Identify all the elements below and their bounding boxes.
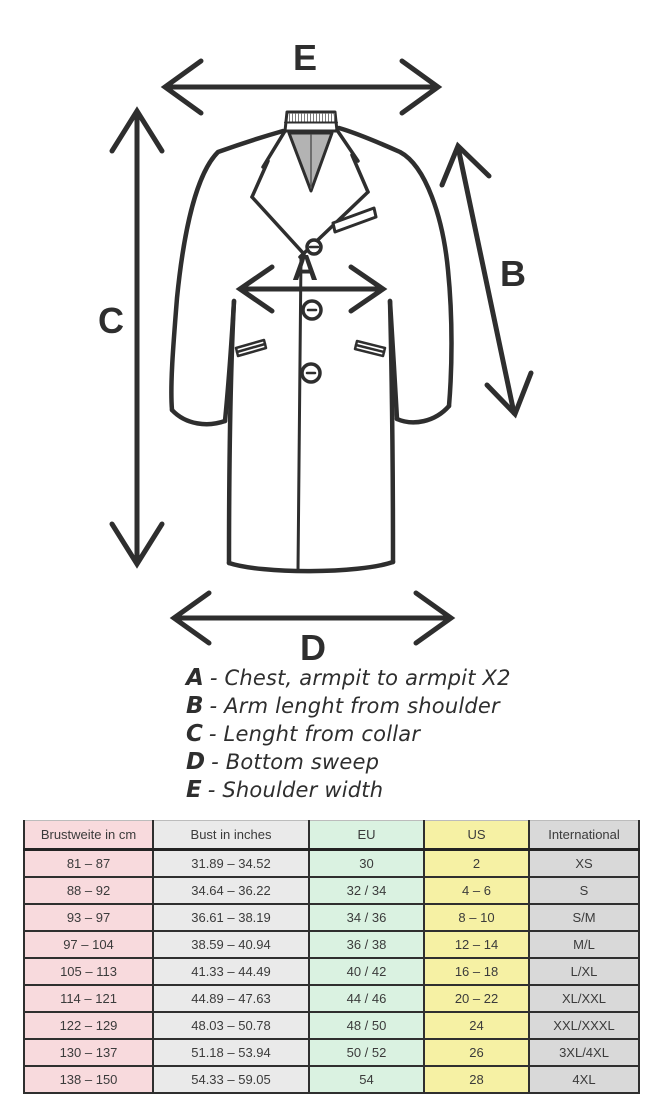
cell-us: 12 – 14: [424, 931, 529, 958]
legend-letter: C: [186, 721, 203, 747]
legend-letter: B: [186, 693, 204, 719]
table-row: [24, 850, 639, 878]
cell-us: 16 – 18: [424, 958, 529, 985]
size-conversion-table: [23, 820, 640, 1094]
label-e: E: [292, 37, 318, 78]
cell-eu: 32 / 34: [309, 877, 424, 904]
coat-collar-band: [285, 112, 337, 131]
cell-us: 4 – 6: [424, 877, 529, 904]
cell-inches: 34.64 – 36.22: [153, 877, 309, 904]
cell-international: XL/XXL: [529, 985, 639, 1012]
cell-us: 20 – 22: [424, 985, 529, 1012]
cell-us: 26: [424, 1039, 529, 1066]
legend-text: - Chest, armpit to armpit X2: [209, 666, 511, 690]
cell-eu: 50 / 52: [309, 1039, 424, 1066]
table-row: [24, 1012, 639, 1039]
col-header-international: International: [529, 821, 639, 850]
cell-eu: 30: [309, 850, 424, 878]
cell-inches: 51.18 – 53.94: [153, 1039, 309, 1066]
cell-international: 3XL/4XL: [529, 1039, 639, 1066]
cell-inches: 36.61 – 38.19: [153, 904, 309, 931]
cell-inches: 38.59 – 40.94: [153, 931, 309, 958]
col-header-eu: EU: [309, 821, 424, 850]
legend-letter: A: [186, 665, 204, 691]
legend-text: - Bottom sweep: [211, 750, 380, 774]
cell-eu: 40 / 42: [309, 958, 424, 985]
table-row: [24, 1039, 639, 1066]
legend-text: - Arm lenght from shoulder: [209, 694, 500, 718]
cell-us: 8 – 10: [424, 904, 529, 931]
legend-letter: E: [186, 777, 202, 803]
col-header-brustweite-cm: Brustweite in cm: [24, 821, 153, 850]
legend-text: - Lenght from collar: [208, 722, 421, 746]
cell-cm: 105 – 113: [24, 958, 153, 985]
cell-cm: 93 – 97: [24, 904, 153, 931]
table-row: [24, 904, 639, 931]
coat-right-hip-pocket: [355, 341, 385, 356]
legend-item-c: [186, 720, 511, 748]
table-row: [24, 985, 639, 1012]
cell-international: XXL/XXXL: [529, 1012, 639, 1039]
coat-left-hip-pocket: [236, 340, 266, 356]
cell-cm: 138 – 150: [24, 1066, 153, 1093]
col-header-bust-inches: Bust in inches: [153, 821, 309, 850]
cell-cm: 114 – 121: [24, 985, 153, 1012]
cell-cm: 122 – 129: [24, 1012, 153, 1039]
table-row: [24, 958, 639, 985]
coat-left-cuff: [172, 410, 225, 424]
cell-cm: 130 – 137: [24, 1039, 153, 1066]
cell-us: 28: [424, 1066, 529, 1093]
coat-breast-pocket: [333, 208, 376, 232]
cell-cm: 88 – 92: [24, 877, 153, 904]
label-c: C: [98, 300, 124, 341]
cell-international: 4XL: [529, 1066, 639, 1093]
cell-us: 24: [424, 1012, 529, 1039]
cell-eu: 54: [309, 1066, 424, 1093]
legend-item-a: [186, 664, 511, 692]
cell-international: M/L: [529, 931, 639, 958]
label-b: B: [500, 253, 526, 294]
cell-cm: 81 – 87: [24, 850, 153, 878]
cell-inches: 54.33 – 59.05: [153, 1066, 309, 1093]
table-row: [24, 877, 639, 904]
legend-item-b: [186, 692, 511, 720]
cell-international: XS: [529, 850, 639, 878]
legend-letter: D: [186, 749, 206, 775]
cell-eu: 34 / 36: [309, 904, 424, 931]
cell-inches: 44.89 – 47.63: [153, 985, 309, 1012]
cell-us: 2: [424, 850, 529, 878]
coat-right-cuff: [397, 406, 449, 422]
cell-inches: 48.03 – 50.78: [153, 1012, 309, 1039]
label-a: A: [292, 247, 318, 288]
cell-cm: 97 – 104: [24, 931, 153, 958]
cell-inches: 31.89 – 34.52: [153, 850, 309, 878]
measurement-legend: [186, 664, 511, 804]
coat-hem: [229, 562, 393, 571]
cell-inches: 41.33 – 44.49: [153, 958, 309, 985]
table-row: [24, 931, 639, 958]
cell-eu: 48 / 50: [309, 1012, 424, 1039]
cell-international: L/XL: [529, 958, 639, 985]
label-d: D: [300, 627, 326, 664]
cell-international: S: [529, 877, 639, 904]
cell-eu: 44 / 46: [309, 985, 424, 1012]
coat-front-opening: [298, 256, 301, 570]
coat-drawing: [171, 112, 451, 571]
legend-item-d: [186, 748, 511, 776]
table-row: [24, 1066, 639, 1093]
legend-item-e: [186, 776, 511, 804]
table-header-row: [24, 821, 639, 850]
cell-eu: 36 / 38: [309, 931, 424, 958]
col-header-us: US: [424, 821, 529, 850]
legend-text: - Shoulder width: [207, 778, 384, 802]
cell-international: S/M: [529, 904, 639, 931]
